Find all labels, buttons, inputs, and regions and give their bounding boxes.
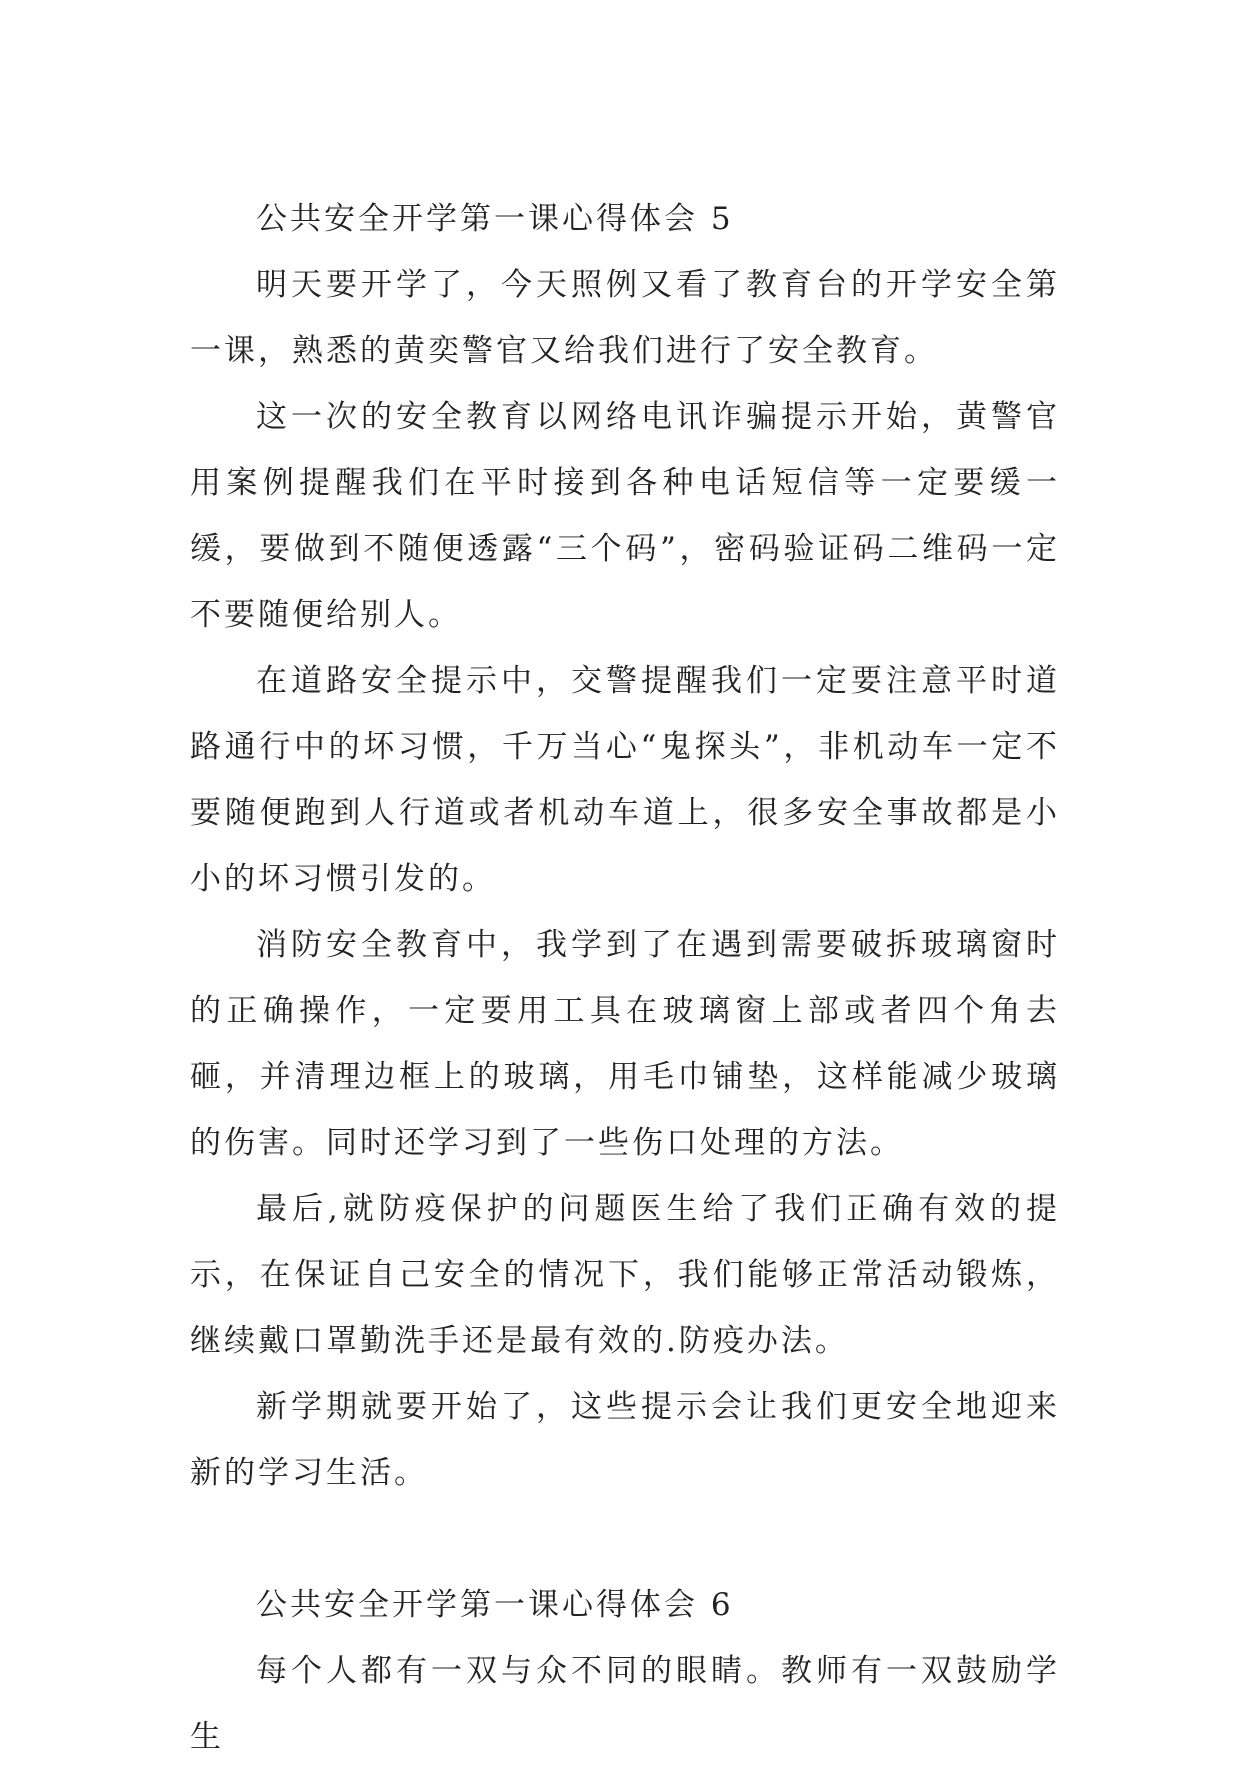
section-5-paragraph-6: 新学期就要开始了，这些提示会让我们更安全地迎来新的学习生活。 <box>190 1389 1060 1491</box>
section-spacer <box>190 1506 1060 1572</box>
section-5-paragraph-3: 在道路安全提示中，交警提醒我们一定要注意平时道路通行中的坏习惯，千万当心“鬼探头”，非机动车一定不要随便跑到人行道或者机动车道上，很多安全事故都是小小的坏习惯引发的。 <box>190 663 1060 897</box>
section-6-title: 公共安全开学第一课心得体会 6 <box>256 1587 734 1623</box>
section-5-paragraph-5: 最后,就防疫保护的问题医生给了我们正确有效的提示，在保证自己安全的情况下，我们能够正常活动锻炼，继续戴口罩勤洗手还是最有效的.防疫办法。 <box>190 1191 1060 1359</box>
section-6-paragraph-1: 每个人都有一双与众不同的眼睛。教师有一双鼓励学生 <box>190 1653 1060 1755</box>
section-5-paragraph-1: 明天要开学了，今天照例又看了教育台的开学安全第一课，熟悉的黄奕警官又给我们进行了安全教育。 <box>190 267 1060 369</box>
document-body <box>190 186 1060 1770</box>
section-5-paragraph-2: 这一次的安全教育以网络电讯诈骗提示开始，黄警官用案例提醒我们在平时接到各种电话短信等一定要缓一缓，要做到不随便透露“三个码”，密码验证码二维码一定不要随便给别人。 <box>190 399 1060 633</box>
section-5-paragraph-4: 消防安全教育中，我学到了在遇到需要破拆玻璃窗时的正确操作，一定要用工具在玻璃窗上部或者四个角去砸，并清理边框上的玻璃，用毛巾铺垫，这样能减少玻璃的伤害。同时还学习到了一些伤口处理的方法。 <box>190 927 1060 1161</box>
section-5-title: 公共安全开学第一课心得体会 5 <box>256 201 734 237</box>
